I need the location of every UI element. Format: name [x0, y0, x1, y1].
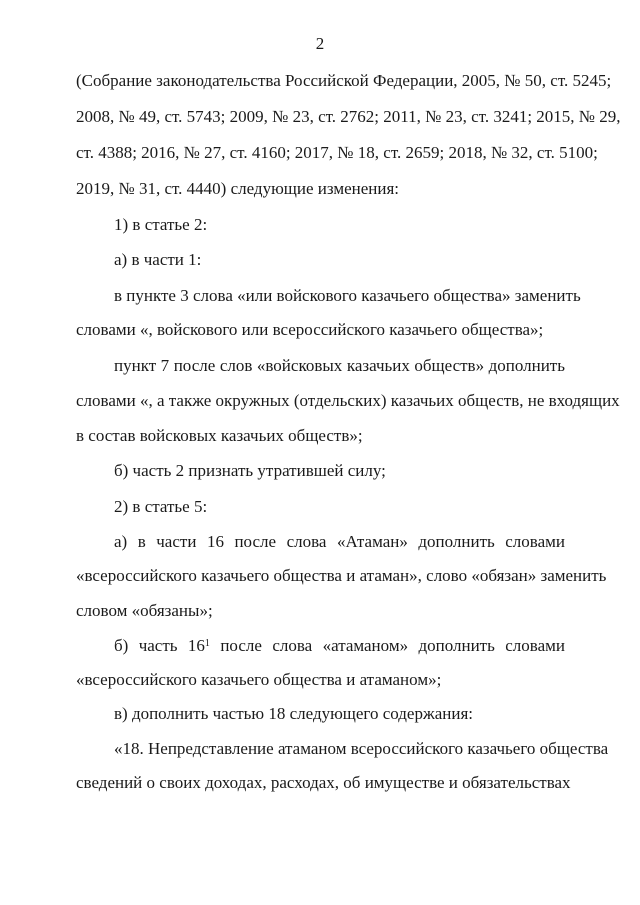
text-line: 1) в статье 2: — [114, 215, 208, 234]
superscript: 1 — [204, 638, 210, 649]
text-line: 2) в статье 5: — [114, 497, 208, 516]
text-line: а) в части 16 после слова «Атаман» дополнить словами — [114, 532, 565, 551]
text-fragment: б) часть 16 — [114, 636, 205, 655]
text-line: в состав войсковых казачьих обществ»; — [76, 426, 363, 445]
text-fragment: после слова «атаманом» дополнить словами — [220, 636, 565, 655]
text-line: (Собрание законодательства Российской Федерации, 2005, № 50, ст. 5245; — [76, 71, 612, 90]
text-line: в пункте 3 слова «или войскового казачьего общества» заменить — [114, 286, 581, 305]
text-line: «всероссийского казачьего общества и атаман», слово «обязан» заменить — [76, 566, 607, 585]
text-line: 2008, № 49, ст. 5743; 2009, № 23, ст. 2762; 2011, № 23, ст. 3241; 2015, № 29, — [76, 107, 621, 126]
text-line: словами «, а также окружных (отдельских) казачьих обществ, не входящих — [76, 391, 620, 410]
page-number: 2 — [315, 34, 325, 53]
text-line: «всероссийского казачьего общества и атаманом»; — [76, 670, 442, 689]
text-line: пункт 7 после слов «войсковых казачьих обществ» дополнить — [114, 356, 565, 375]
text-line: сведений о своих доходах, расходах, об имуществе и обязательствах — [76, 773, 571, 792]
text-line: словом «обязаны»; — [76, 601, 213, 620]
text-line: в) дополнить частью 18 следующего содержания: — [114, 704, 474, 723]
text-line — [114, 636, 565, 656]
text-line: словами «, войскового или всероссийского казачьего общества»; — [76, 320, 544, 339]
text-line: 2019, № 31, ст. 4440) следующие изменения: — [76, 179, 400, 198]
text-line: а) в части 1: — [114, 250, 202, 269]
text-line: «18. Непредставление атаманом всероссийского казачьего общества — [114, 739, 609, 758]
text-line: ст. 4388; 2016, № 27, ст. 4160; 2017, № 18, ст. 2659; 2018, № 32, ст. 5100; — [76, 143, 598, 162]
text-line: б) часть 2 признать утратившей силу; — [114, 461, 386, 480]
